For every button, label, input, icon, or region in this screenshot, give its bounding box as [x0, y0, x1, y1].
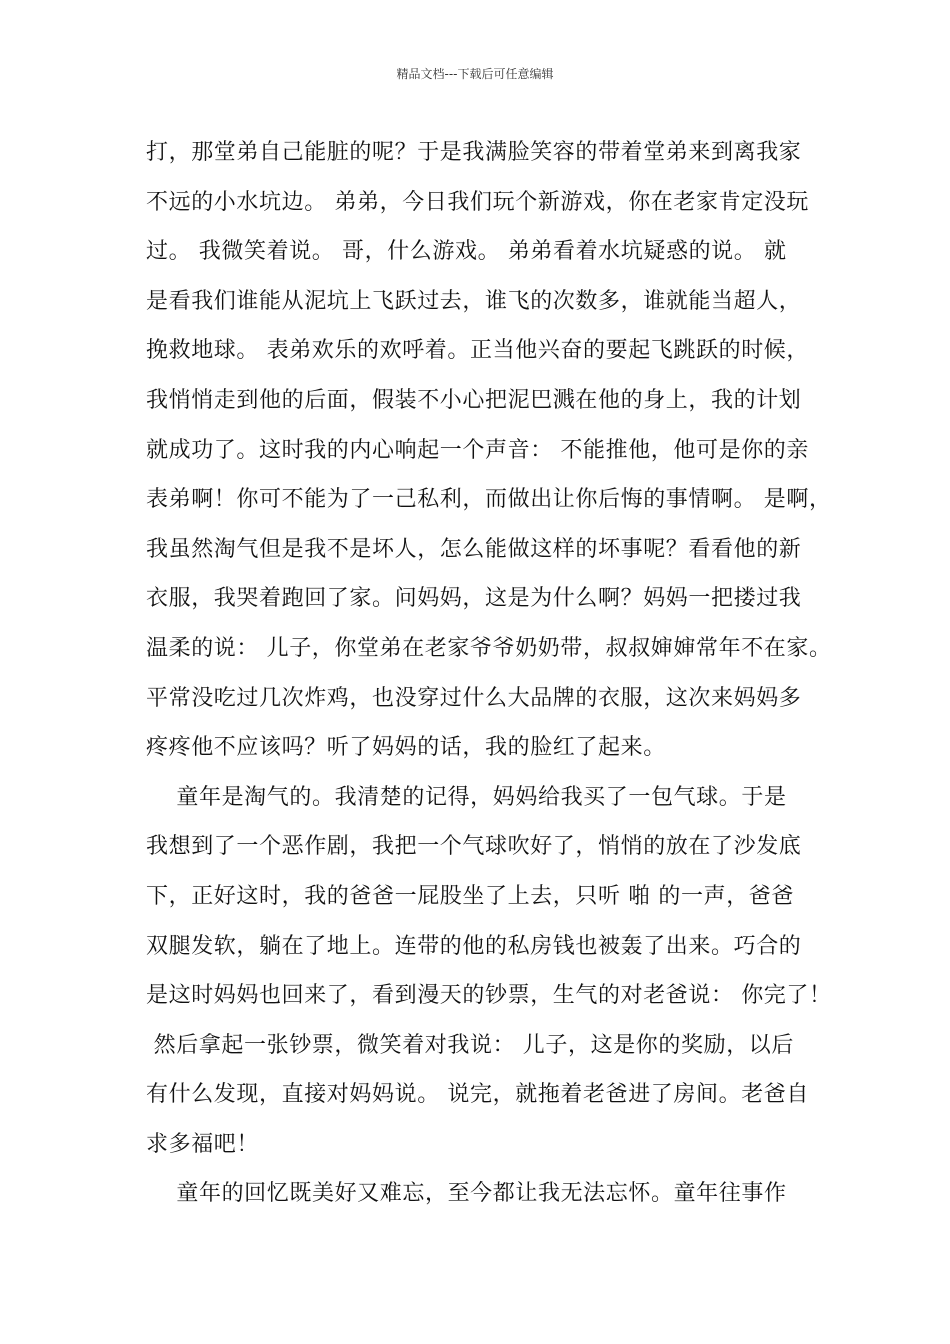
- text-line: 我虽然淘气但是我不是坏人，怎么能做这样的坏事呢？看看他的新: [146, 536, 802, 562]
- text-line: 下，正好这时，我的爸爸一屁股坐了上去，只听 啪 的一声，爸爸: [146, 883, 794, 909]
- document-body: [146, 128, 832, 1219]
- paragraph-start-line: 童年是淘气的。我清楚的记得，妈妈给我买了一包气球。于是: [146, 784, 787, 810]
- text-line: 疼疼他不应该吗？听了妈妈的话，我的脸红了起来。: [146, 735, 666, 761]
- text-line: 挽救地球。 表弟欢乐的欢呼着。正当他兴奋的要起飞跳跃的时候，: [146, 338, 809, 364]
- text-line: 过。 我微笑着说。 哥，什么游戏。 弟弟看着水坑疑惑的说。 就: [146, 239, 787, 265]
- text-line: 我想到了一个恶作剧，我把一个气球吹好了，悄悄的放在了沙发底: [146, 834, 802, 860]
- text-line: 打，那堂弟自己能脏的呢？于是我满脸笑容的带着堂弟来到离我家: [146, 140, 802, 165]
- text-line: 然后拿起一张钞票，微笑着对我说： 儿子，这是你的奖励，以后: [146, 1032, 794, 1058]
- text-line: 平常没吃过几次炸鸡，也没穿过什么大品牌的衣服，这次来妈妈多: [146, 685, 802, 711]
- text-line: 有什么发现，直接对妈妈说。 说完，就拖着老爸进了房间。老爸自: [146, 1082, 809, 1108]
- text-line: 不远的小水坑边。 弟弟，今日我们玩个新游戏，你在老家肯定没玩: [146, 189, 809, 215]
- text-line: 是看我们谁能从泥坑上飞跃过去，谁飞的次数多，谁就能当超人，: [146, 288, 802, 314]
- text-line: 是这时妈妈也回来了，看到漫天的钞票，生气的对老爸说： 你完了！: [146, 983, 832, 1009]
- paragraph-start-line: 童年的回忆既美好又难忘，至今都让我无法忘怀。童年往事作: [146, 1181, 787, 1207]
- text-line: 双腿发软，躺在了地上。连带的他的私房钱也被轰了出来。巧合的: [146, 933, 802, 959]
- text-line: 衣服，我哭着跑回了家。问妈妈，这是为什么啊？妈妈一把搂过我: [146, 586, 802, 612]
- text-line: 求多福吧！: [146, 1131, 260, 1157]
- text-line: 表弟啊！你可不能为了一己私利，而做出让你后悔的事情啊。 是啊，: [146, 487, 832, 513]
- text-line: 温柔的说： 儿子，你堂弟在老家爷爷奶奶带，叔叔婶婶常年不在家。: [146, 635, 832, 661]
- page-header: 精品文档---下载后可任意编辑: [396, 67, 554, 81]
- text-line: 我悄悄走到他的后面，假装不小心把泥巴溅在他的身上，我的计划: [146, 387, 802, 413]
- text-line: 就成功了。这时我的内心响起一个声音： 不能推他，他可是你的亲: [146, 437, 809, 463]
